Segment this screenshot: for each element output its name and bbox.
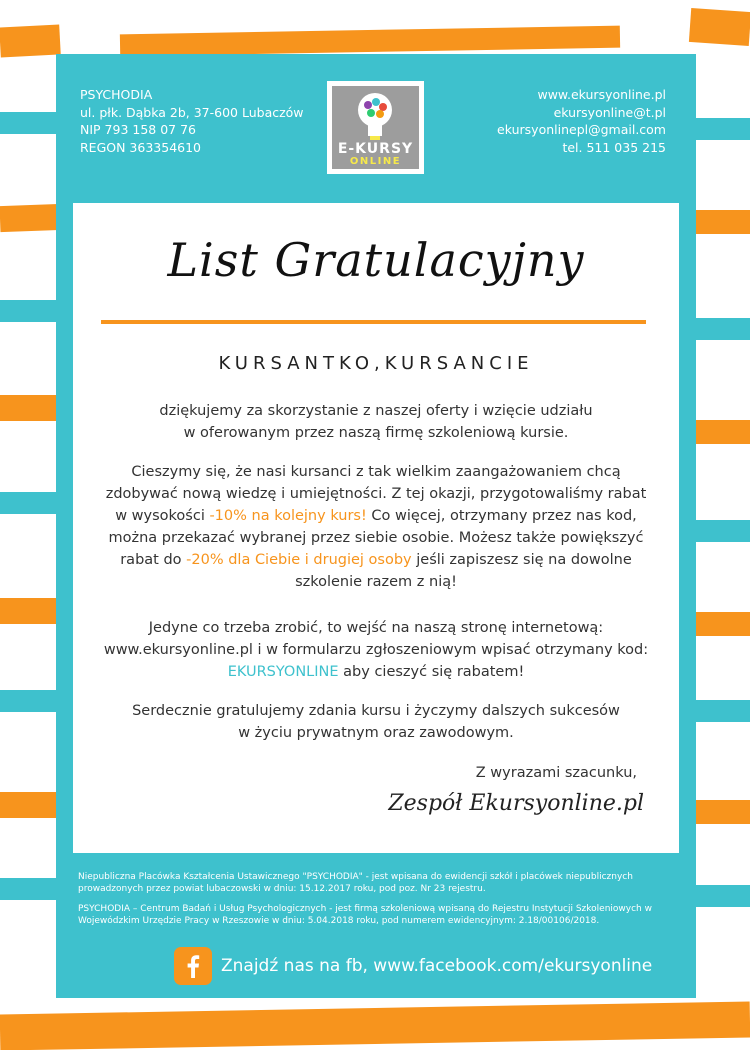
paragraph-thanks: dziękujemy za skorzystanie z naszej oferty i wzięcie udziału w oferowanym przez naszą firmę szkoleniową kursie. bbox=[159, 403, 593, 441]
letter-card bbox=[56, 54, 696, 998]
bg-stripe bbox=[690, 800, 750, 824]
bg-stripe bbox=[690, 700, 750, 722]
bg-stripe bbox=[690, 318, 750, 340]
facebook-link[interactable] bbox=[174, 947, 652, 985]
bg-stripe bbox=[0, 1001, 750, 1050]
contact-email[interactable]: ekursyonline@t.pl bbox=[553, 104, 666, 120]
legal-note-registry: Niepubliczna Placówka Kształcenia Ustawicznego "PSYCHODIA" - jest wpisana do ewidencji szkół i placówek niepublicznych prowadzonych przez powiat lubaczowski w dniu: 15.12.2017 roku, pod poz. Nr 23 rejestru. bbox=[78, 872, 633, 894]
bg-stripe bbox=[0, 690, 62, 712]
company-info bbox=[80, 86, 304, 156]
contact-website[interactable]: www.ekursyonline.pl bbox=[537, 87, 666, 102]
bg-stripe bbox=[0, 112, 62, 134]
bg-stripe bbox=[0, 24, 61, 57]
closing-regards: Z wyrazami szacunku, bbox=[475, 765, 637, 781]
bg-stripe bbox=[0, 598, 62, 624]
signature: Zespół Ekursyonline.pl bbox=[388, 791, 644, 816]
bg-stripe bbox=[689, 8, 750, 46]
bg-stripe bbox=[690, 420, 750, 444]
facebook-icon bbox=[174, 947, 212, 985]
bg-stripe bbox=[690, 118, 750, 140]
discount-code: EKURSYONLINE bbox=[227, 664, 339, 680]
letter-title: List Gratulacyjny bbox=[167, 233, 585, 287]
lightbulb-brain-icon bbox=[332, 86, 419, 142]
contact-info bbox=[497, 86, 666, 156]
company-name: PSYCHODIA bbox=[80, 87, 153, 102]
bg-stripe bbox=[0, 395, 62, 421]
bg-stripe bbox=[690, 612, 750, 636]
discount-10-highlight: -10% na kolejny kurs! bbox=[209, 508, 367, 524]
letter-body bbox=[73, 203, 679, 853]
logo-text-online: ONLINE bbox=[349, 156, 402, 167]
contact-phone: tel. 511 035 215 bbox=[562, 139, 666, 155]
salutation: KURSANTKO,KURSANCIE bbox=[218, 353, 534, 374]
bg-stripe bbox=[0, 300, 62, 322]
discount-20-highlight: -20% dla Ciebie i drugiej osoby bbox=[186, 552, 412, 568]
bg-stripe bbox=[0, 492, 62, 514]
bg-stripe bbox=[0, 204, 62, 232]
ekursy-logo bbox=[327, 81, 424, 174]
facebook-link-text[interactable]: Znajdź nas na fb, www.facebook.com/ekursyonline bbox=[221, 956, 653, 976]
title-divider bbox=[101, 320, 646, 324]
bg-stripe bbox=[120, 26, 620, 57]
bg-stripe bbox=[0, 878, 62, 900]
bg-stripe bbox=[690, 520, 750, 542]
company-regon: REGON 363354610 bbox=[80, 139, 202, 155]
paragraph-congratulations: Serdecznie gratulujemy zdania kursu i życzymy dalszych sukcesów w życiu prywatnym oraz zawodowym. bbox=[132, 703, 620, 741]
company-nip: NIP 793 158 07 76 bbox=[80, 122, 196, 137]
bg-stripe bbox=[690, 885, 750, 907]
paragraph-instructions: Jedyne co trzeba zrobić, to wejść na naszą stronę internetową: www.ekursyonline.pl i w formularzu zgłoszeniowym wpisać otrzymany kod: EKURSYONLINE aby cieszyć się rabatem! bbox=[103, 620, 649, 680]
legal-note-training-institution: PSYCHODIA – Centrum Badań i Usług Psychologicznych - jest firmą szkoleniową wpisaną do Rejestru Instytucji Szkoleniowych w Wojewódzkim Urzędzie Pracy w Rzeszowie w dniu: 5.04.2018 roku, pod numerem ewidencyjnym: 2.18/00106/2018. bbox=[78, 904, 652, 926]
contact-email-gmail[interactable]: ekursyonlinepl@gmail.com bbox=[497, 122, 666, 137]
paragraph-discount: Cieszymy się, że nasi kursanci z tak wielkim zaangażowaniem chcą zdobywać nową wiedzę i umiejętności. Z tej okazji, przygotowaliśmy rabat w wysokości -10% na kolejny kurs! Co więcej, otrzymany przez nas kod, można przekazać wybranej przez siebie osobie. Możesz także powiększyć rabat do -20% dla Ciebie i drugiej osoby jeśli zapiszesz się na dowolne szkolenie razem z nią! bbox=[105, 464, 647, 590]
bg-stripe bbox=[690, 210, 750, 234]
logo-text-ekursy: E-KURSY bbox=[337, 141, 414, 157]
company-address: ul. płk. Dąbka 2b, 37-600 Lubaczów bbox=[80, 104, 304, 120]
bg-stripe bbox=[0, 792, 62, 818]
